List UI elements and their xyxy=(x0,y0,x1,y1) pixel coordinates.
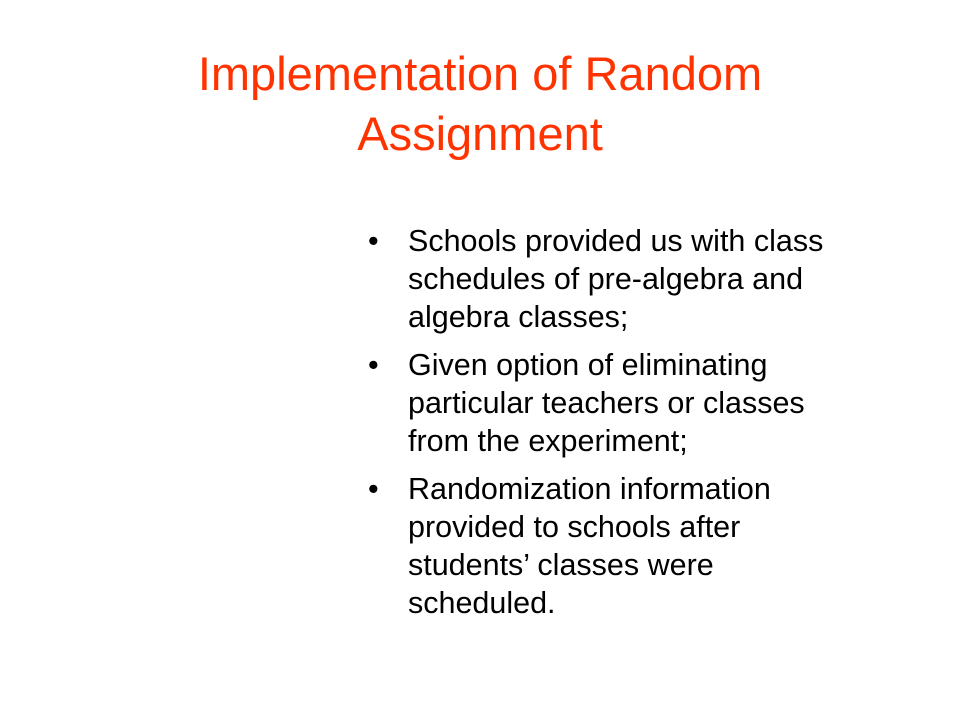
bullet-text-line: students’ classes were xyxy=(408,548,714,582)
bullet-dot-icon: • xyxy=(368,348,379,382)
slide-title-line-2: Assignment xyxy=(357,107,603,160)
slide-title xyxy=(0,44,960,164)
bullet-dot-icon: • xyxy=(368,224,379,258)
bullet-text-line: schedules of pre-algebra and xyxy=(408,262,804,296)
bullet-text-line: Given option of eliminating xyxy=(408,348,768,382)
bullet-text-line: scheduled. xyxy=(408,586,556,620)
bullet-dot-icon: • xyxy=(368,472,379,506)
bullet-text-line: from the experiment; xyxy=(408,424,688,458)
bullet-text-line: Schools provided us with class xyxy=(408,224,824,258)
slide-title-line-1: Implementation of Random xyxy=(197,47,763,100)
bullet-text-line: provided to schools after xyxy=(408,510,741,544)
bullet-text-line: Randomization information xyxy=(408,472,771,506)
bullet-item-randomization xyxy=(368,470,908,622)
bullet-item-option xyxy=(368,346,908,460)
bullet-text-line: algebra classes; xyxy=(408,300,629,334)
bullet-item-schools xyxy=(368,222,908,336)
bullet-text-line: particular teachers or classes xyxy=(408,386,805,420)
bullet-list xyxy=(368,222,908,632)
